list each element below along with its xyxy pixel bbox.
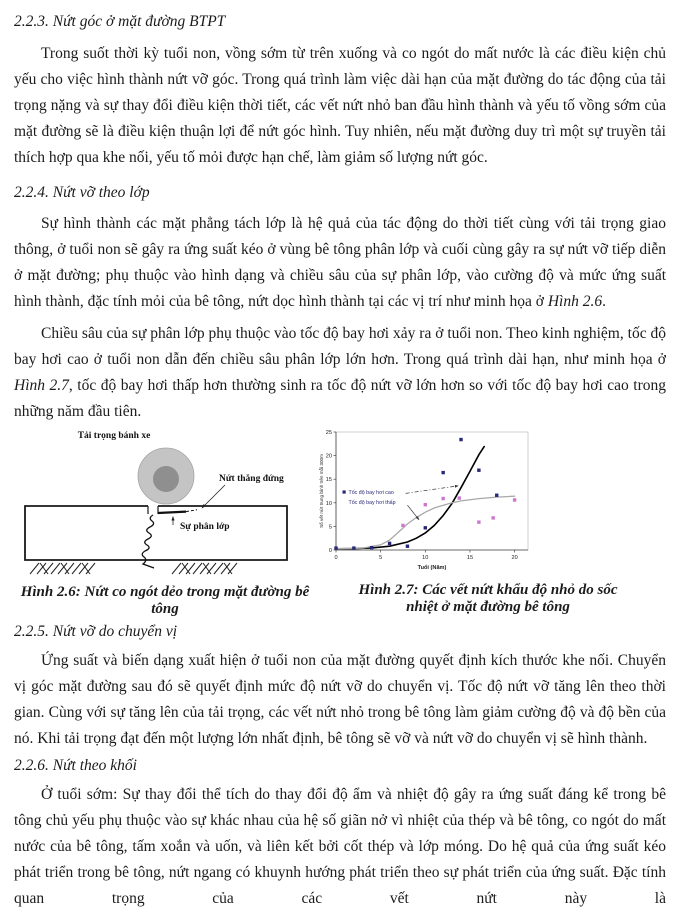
y-tick-label: 10 xyxy=(325,500,332,507)
data-point xyxy=(401,524,404,527)
y-tick-label: 15 xyxy=(325,477,332,484)
vertical-crack-label: Nứt thẳng đứng xyxy=(219,474,284,484)
delamination-label: Sự phân lớp xyxy=(180,522,230,532)
data-point xyxy=(495,494,498,497)
x-tick-label: 5 xyxy=(379,555,383,561)
pavement-slab xyxy=(25,506,287,560)
data-point xyxy=(388,542,391,545)
x-axis-title: Tuổi (Năm) xyxy=(417,565,447,571)
data-point xyxy=(491,516,494,519)
ground-hatching-right xyxy=(172,563,237,574)
data-point xyxy=(513,498,516,501)
delamination-line xyxy=(158,512,186,513)
data-point xyxy=(477,469,480,472)
data-point xyxy=(406,545,409,548)
data-point xyxy=(424,503,427,506)
data-point xyxy=(441,497,444,500)
figure-2-6-reference: Hình 2.6 xyxy=(547,293,603,310)
paragraph-224b-tail: , tốc độ bay hơi thấp hơn thường sinh ra tốc độ nứt vỡ lớn hơn so với tốc độ bay hơi cao trong những năm đầu tiên. xyxy=(14,377,667,420)
ground-hatching-left xyxy=(30,563,95,574)
section-heading-225: 2.2.5. Nứt vỡ do chuyển vị xyxy=(14,623,178,640)
x-tick-label: 15 xyxy=(466,555,474,561)
x-tick-label: 20 xyxy=(511,555,518,561)
paragraph-225 xyxy=(14,648,666,752)
paragraph-224a xyxy=(14,211,666,315)
paragraph-225-text: Ứng suất và biến dạng xuất hiện ở tuổi non của mặt đường quyết định kích thước khe nối. Chuyển vị góc mặt đường sau đó sẽ quyết định mức độ nứt vỡ do chuyển vị. Tốc độ nứt vỡ tăng lên theo thời gian. Cùng với sự tăng lên của tải trọng, các vết nứt nhỏ trong bê tông làm giảm cường độ và độ bền của nó. Khi tải trọng đạt đến một lượng lớn nhất định, bê tông sẽ vỡ và nứt vỡ do chuyển vị sẽ hình thành. xyxy=(14,652,666,747)
wheel-load-label: Tải trọng bánh xe xyxy=(77,431,151,441)
y-tick-label: 0 xyxy=(328,548,332,554)
figure-2-7-reference: Hình 2.7 xyxy=(14,377,69,394)
figure-2-6 xyxy=(14,427,316,618)
figure-2-7-chart xyxy=(316,427,650,571)
figure-2-7-caption: Hình 2.7: Các vết nứt khẩu độ nhỏ do sốc nhiệt ở mặt đường bê tông xyxy=(358,582,618,615)
data-point xyxy=(459,438,462,441)
wheel-hub xyxy=(153,466,179,492)
y-axis-title: Số vết nứt trung bình trên mỗi 300m xyxy=(319,454,324,528)
paragraph-224a-text: Sự hình thành các mặt phẳng tách lớp là hệ quả của tác động do thời tiết cùng với tải trọng giao thông, ở tuổi non sẽ gây ra ứng suất kéo ở vùng bê tông phân lớp và cuối cùng gây ra sự nứt vỡ tiếp diễn ở mặt đường; phụ thuộc vào hình dạng và chiều sâu của sự phân lớp, vào cường độ và mức ứng suất hình thành, đặc tính mỏi của bê tông, nứt dọc hình thành tại các vị trí như minh họa ở xyxy=(14,215,666,310)
paragraph-226 xyxy=(14,782,666,912)
data-point xyxy=(424,526,427,529)
data-point xyxy=(352,546,355,549)
paragraph-223 xyxy=(14,41,666,171)
y-tick-label: 5 xyxy=(328,524,332,531)
paragraph-224b-text: Chiều sâu của sự phân lớp phụ thuộc vào tốc độ bay hơi xảy ra ở tuổi non. Theo kinh nghiệm, tốc độ bay hơi cao ở tuổi non dẫn đến chiều sâu phân lớp lớn hơn. Trong quá trình dài hạn, như minh họa ở xyxy=(14,325,666,368)
legend-marker xyxy=(343,490,346,493)
y-tick-label: 25 xyxy=(325,430,332,436)
annotation-arrow xyxy=(406,486,459,494)
section-heading-226: 2.2.6. Nứt theo khối xyxy=(14,757,137,774)
x-tick-label: 10 xyxy=(422,555,429,561)
section-heading-223: 2.2.3. Nứt góc ở mặt đường BTPT xyxy=(14,13,226,30)
data-point xyxy=(458,496,461,499)
paragraph-224b xyxy=(14,321,666,425)
legend-label: Tốc độ bay hơi thấp xyxy=(348,499,396,506)
legend-label: Tốc độ bay hơi cao xyxy=(348,489,394,496)
data-point xyxy=(441,471,444,474)
figure-2-7 xyxy=(316,427,660,616)
x-tick-label: 0 xyxy=(334,555,338,561)
trend-curve xyxy=(336,447,484,549)
data-point xyxy=(477,520,480,523)
data-point xyxy=(334,546,337,549)
figures-row xyxy=(14,427,666,618)
vertical-crack-leader-arrow xyxy=(202,485,225,508)
paragraph-224a-tail: . xyxy=(602,293,606,310)
paragraph-223-text: Trong suốt thời kỳ tuổi non, vồng sớm từ trên xuống và co ngót do mất nước là các điều kiện chủ yếu cho việc hình thành nứt vỡ góc. Trong quá trình làm việc dài hạn của mặt đường do tác động của tải trọng nặng và sự thay đổi điều kiện thời tiết, các vết nứt nhỏ ban đầu hình thành và yếu tố vồng sớm của mặt đường sẽ là điều kiện thuận lợi để nứt góc hình. Tuy nhiên, nếu mặt đường duy trì một sự truyền tải thích hợp qua khe nối, yếu tố mỏi được hạn chế, làm giảm số lượng nứt góc. xyxy=(14,45,666,166)
section-heading-224: 2.2.4. Nứt vỡ theo lớp xyxy=(14,184,150,201)
annotation-arrow xyxy=(407,505,419,520)
figure-2-6-diagram xyxy=(14,427,312,577)
y-tick-label: 20 xyxy=(325,453,332,460)
data-point xyxy=(370,546,373,549)
figure-2-6-caption: Hình 2.6: Nứt co ngót dẻo trong mặt đường bê tông xyxy=(20,584,310,617)
paragraph-226-text: Ở tuổi sớm: Sự thay đổi thể tích do thay đổi độ ẩm và nhiệt độ gây ra ứng suất đáng kể trong bê tông chủ yếu phụ thuộc vào sự khác nhau của hệ số giãn nở vì nhiệt của thép và bê tông, co ngót do mất nước của bê tông, tấm xoắn và uốn, và liên kết bởi cốt thép và lớp móng. Do hệ quả của ứng suất kéo phát triển trong bê tông, nứt ngang có khuynh hướng phát triển theo sự phát triển của ứng suất. Đặc tính quan trọng của các vết nứt này là xyxy=(14,786,666,907)
